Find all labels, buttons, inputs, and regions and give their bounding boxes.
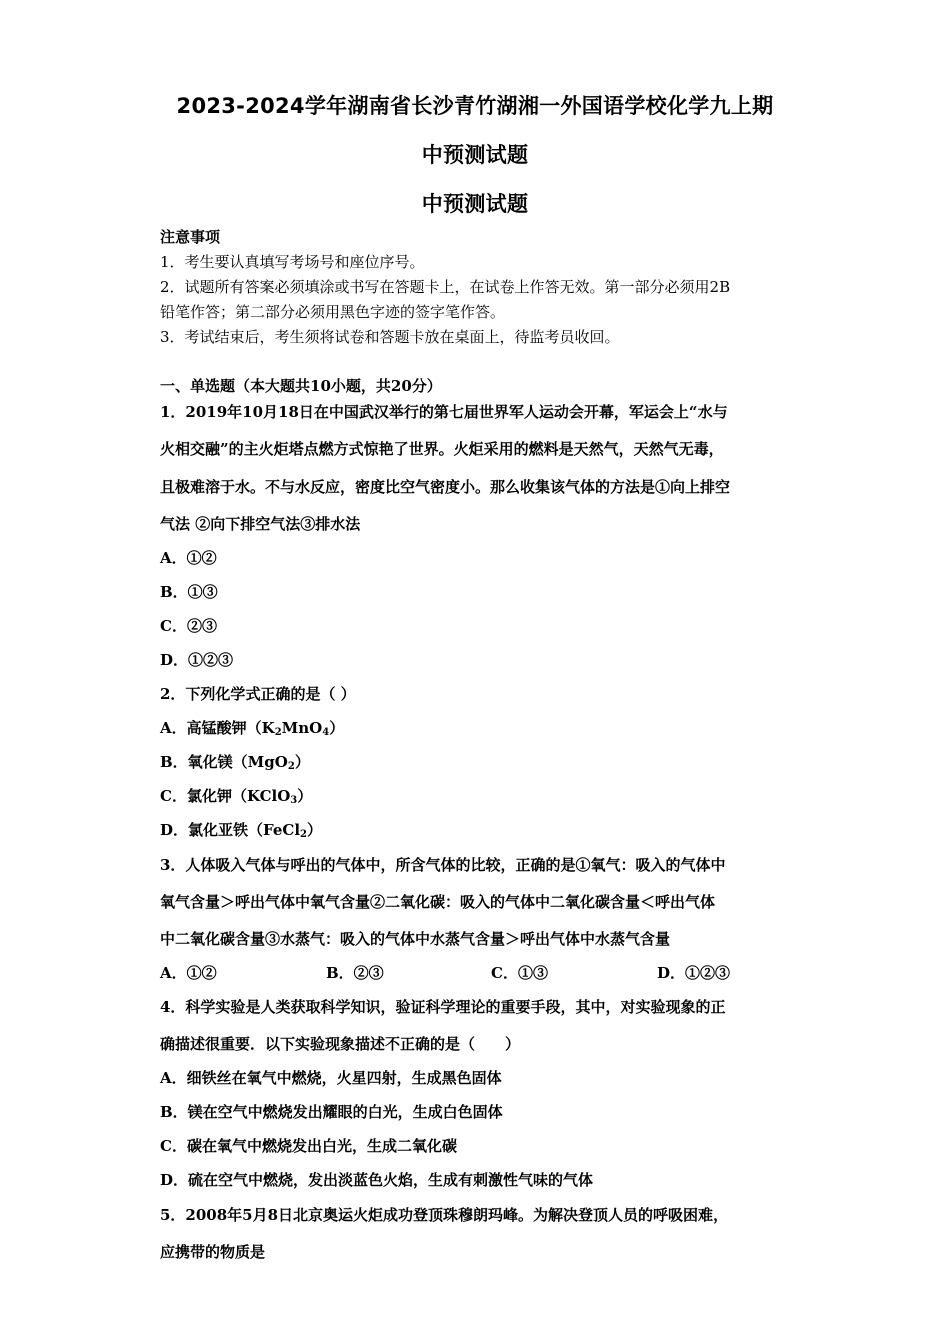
question-1-option-d[interactable]: D．①②③ [160,651,234,669]
question-3-option-d[interactable]: D．①②③ [657,964,731,982]
exam-title-line-1: 2023-2024学年湖南省长沙青竹湖湘一外国语学校化学九上期 [176,94,774,118]
question-2-option-c[interactable] [160,786,800,806]
question-1-option-a[interactable]: A．①② [160,549,217,567]
notice-heading: 注意事项 [160,228,221,246]
exam-title-line-2: 中预测试题 [421,143,529,167]
question-1-line-2: 火相交融”的主火炬塔点燃方式惊艳了世界。火炬采用的燃料是天然气，天然气无毒， [160,440,724,458]
question-5-line-1: 5．2008年5月8日北京奥运火炬成功登顶珠穆朗玛峰。为解决登顶人员的呼吸困难， [160,1206,729,1224]
question-4-option-b[interactable]: B．镁在空气中燃烧发出耀眼的白光，生成白色固体 [160,1103,503,1121]
section-heading: 一、单选题（本大题共10小题，共20分） [160,377,442,395]
question-1-line-4: 气法 ②向下排空气法③排水法 [160,515,361,533]
notice-item-3: 3．考试结束后，考生须将试卷和答题卡放在桌面上，待监考员收回。 [160,328,620,346]
question-3-option-b[interactable]: B．②③ [326,964,384,982]
question-2-option-d-prefix: D．氯化亚铁（FeCl [160,821,301,839]
question-1-line-3: 且极难溶于水。不与水反应，密度比空气密度小。那么收集该气体的方法是①向上排空 [160,478,731,496]
exam-title-line-3: 中预测试题 [421,192,529,216]
notice-item-2: 2．试题所有答案必须填涂或书写在答题卡上，在试卷上作答无效。第一部分必须用2B [160,278,731,296]
question-2-option-a-suffix: ） [329,719,345,737]
subscript: 2 [300,829,307,840]
question-2-option-a[interactable] [160,718,800,738]
question-2-option-d-suffix: ） [307,821,323,839]
question-2-stem: 2．下列化学式正确的是（ ） [160,685,356,703]
question-4-option-c[interactable]: C．碳在氧气中燃烧发出白光，生成二氧化碳 [160,1137,457,1155]
subscript: 2 [274,727,282,738]
question-4-line-1: 4．科学实验是人类获取科学知识，验证科学理论的重要手段，其中，对实验现象的正 [160,998,726,1016]
subscript: 3 [290,795,298,806]
question-4-option-d[interactable]: D．硫在空气中燃烧，发出淡蓝色火焰，生成有刺激性气味的气体 [160,1171,594,1189]
question-1-option-b[interactable]: B．①③ [160,583,218,601]
notice-item-1: 1．考生要认真填写考场号和座位序号。 [160,253,425,271]
question-2-option-b-suffix: ） [294,753,310,771]
question-4-option-a[interactable]: A．细铁丝在氧气中燃烧，火星四射，生成黑色固体 [160,1069,502,1087]
question-2-option-c-suffix: ） [297,787,313,805]
question-5-line-2: 应携带的物质是 [160,1243,266,1261]
question-1-line-1: 1．2019年10月18日在中国武汉举行的第七届世界军人运动会开幕，军运会上“水与 [160,403,728,421]
question-3-line-2: 氧气含量＞呼出气体中氧气含量②二氧化碳：吸入的气体中二氧化碳含量＜呼出气体 [160,893,716,911]
question-2-option-a-mid: MnO [281,719,323,737]
question-3-line-1: 3．人体吸入气体与呼出的气体中，所含气体的比较，正确的是①氧气：吸入的气体中 [160,856,726,874]
question-4-line-2: 确描述很重要．以下实验现象描述不正确的是（ ） [160,1035,521,1053]
subscript: 2 [287,761,295,772]
notice-item-2-cont: 铅笔作答；第二部分必须用黑色字迹的签字笔作答。 [160,303,506,321]
question-3-option-a[interactable]: A．①② [160,964,217,982]
question-2-option-c-prefix: C．氯化钾（KClO [160,787,291,805]
question-3-line-3: 中二氧化碳含量③水蒸气：吸入的气体中水蒸气含量＞呼出气体中水蒸气含量 [160,930,671,948]
question-2-option-a-prefix: A．高锰酸钾（K [160,719,275,737]
question-2-option-b[interactable] [160,752,800,772]
question-2-option-d[interactable] [160,820,800,840]
subscript: 4 [322,727,330,738]
question-3-option-c[interactable]: C．①③ [491,964,548,982]
question-2-option-b-prefix: B．氧化镁（MgO [160,753,288,771]
question-1-option-c[interactable]: C．②③ [160,617,217,635]
